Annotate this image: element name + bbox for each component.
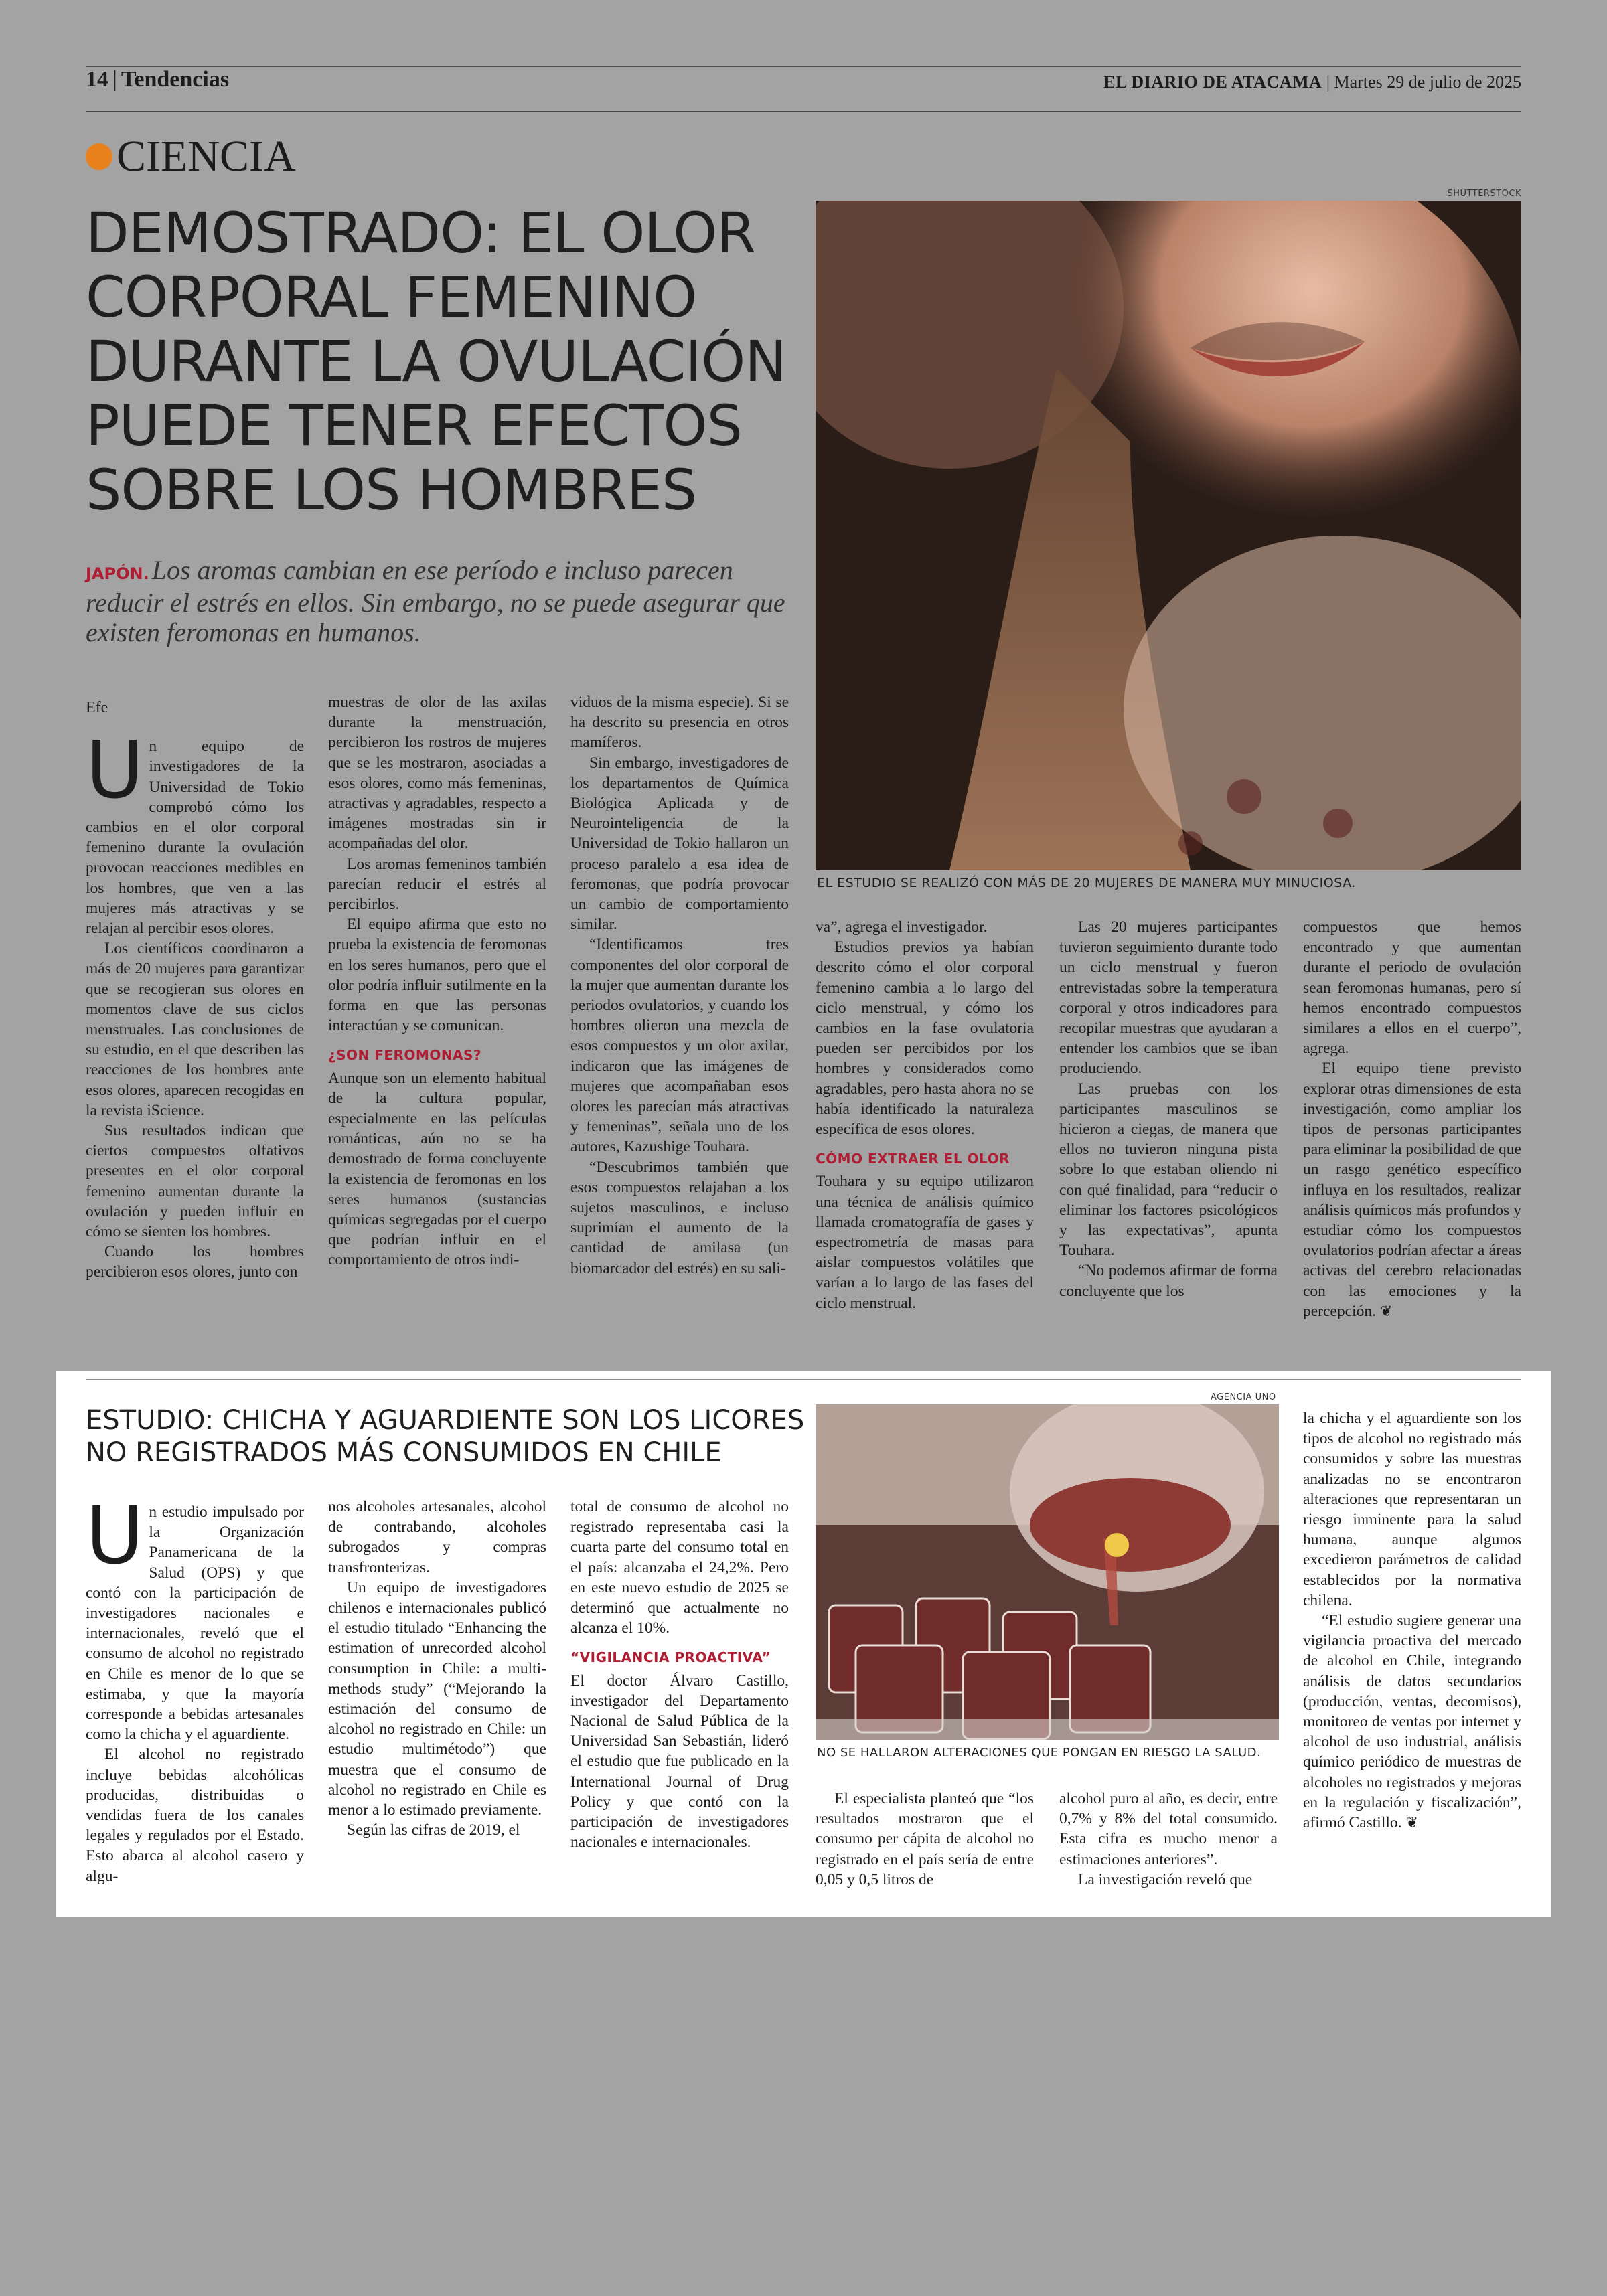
couple-photo-illustration xyxy=(816,201,1521,870)
paragraph: “No podemos afirmar de forma concluyente que los xyxy=(1059,1262,1278,1300)
couple-photo xyxy=(816,201,1521,870)
paragraph: Aunque son un elemento habitual de la cultura popular, especialmente en las películas románticas, aún no se ha demostrado de forma concluyente la existencia de feromonas en los seres humanos (sustancias químicas segregadas por el cuerpo que podrían influir en el comportamiento de otros indi- xyxy=(328,1069,546,1269)
article2-column-1 xyxy=(86,1489,304,1886)
article2-column-2 xyxy=(328,1497,546,1840)
paragraph: Touhara y su equipo utilizaron una técnica de análisis químico llamada cromatografía de gases y espectrometría de masas para aislar compuestos volátiles que varían a lo largo de las fases del ciclo menstrual. xyxy=(816,1173,1034,1312)
article2-top-rule xyxy=(86,1379,1521,1380)
article1-column-6 xyxy=(1303,917,1521,1322)
paragraph: Los aromas femeninos también parecían reducir el estrés al percibirlos. xyxy=(328,855,546,914)
paragraph: Según las cifras de 2019, el xyxy=(347,1821,520,1839)
paragraph: Un estudio impulsado por la Organización Panamericana de la Salud (OPS) y que contó con la participación de investigadores nacionales e internacionales, reveló que el consumo de alcohol no registrado en Chile es menor de lo que se estimaba, y que la mayoría corresponde a bebidas artesanales como la chicha y el aguardiente. xyxy=(86,1489,304,1744)
drinks-photo-illustration xyxy=(816,1404,1279,1740)
article1-column-1 xyxy=(86,698,304,1283)
paragraph: Estudios previos ya habían descrito cómo el olor corporal femenino cambia a lo largo del ciclo menstrual, y cómo los cambios en la fase ovulatoria pueden ser percibidos por los hombres y considerados como agradables, pero hasta ahora no se había identificado la naturaleza específica de esos olores. xyxy=(816,938,1034,1139)
paragraph: La investigación reveló que xyxy=(1078,1870,1253,1888)
article1-column-3 xyxy=(570,692,789,1279)
header-bottom-rule xyxy=(86,111,1521,112)
paragraph: Cuando los hombres percibieron esos olores, junto con xyxy=(86,1243,304,1281)
paragraph: Un equipo de investigadores de la Universidad de Tokio comprobó cómo los cambios en el olor corporal femenino durante la ovulación provocan reacciones medibles en los hombres, que ven a las mujeres más atractivas y se relajan al percibir esos olores. xyxy=(86,724,304,938)
article2-column-4 xyxy=(816,1789,1034,1890)
article1-column-2 xyxy=(328,692,546,1270)
article2-headline: ESTUDIO: CHICHA Y AGUARDIENTE SON LOS LICORES NO REGISTRADOS MÁS CONSUMIDOS EN CHILE xyxy=(86,1405,805,1468)
header-top-rule xyxy=(86,66,1521,67)
paragraph: El equipo afirma que esto no prueba la existencia de feromonas en los seres humanos, pero que el olor podría influir sutilmente en la forma en que las personas interactúan y se comunican. xyxy=(328,916,546,1035)
drinks-photo xyxy=(816,1404,1279,1740)
article2-column-6 xyxy=(1303,1408,1521,1833)
subheading: CÓMO EXTRAER EL OLOR xyxy=(816,1151,1010,1167)
drop-cap: U xyxy=(86,1489,144,1582)
category-label: CIENCIA xyxy=(86,131,296,182)
paragraph: viduos de la misma especie). Si se ha descrito su presencia en otros mamíferos. xyxy=(570,693,789,752)
article-headline: DEMOSTRADO: EL OLOR CORPORAL FEMENINO DURANTE LA OVULACIÓN PUEDE TENER EFECTOS SOBRE LOS HOMBRES xyxy=(86,200,787,523)
paragraph: “Identificamos tres componentes del olor corporal de la mujer que aumentan durante los periodos ovulatorios, y cuando los hombres olieron una mezcla de esos compuestos y un olor axilar, indicaron que las imágenes de mujeres que acompañaban esos olores les parecían más atractivas y femeninas”, señala uno de los autores, Kazushige Touhara. xyxy=(570,936,789,1156)
photo-credit: SHUTTERSTOCK xyxy=(1447,189,1521,199)
paragraph: nos alcoholes artesanales, alcohol de contrabando, alcoholes subrogados y compras transfronterizas. xyxy=(328,1498,546,1576)
photo-caption: NO SE HALLARON ALTERACIONES QUE PONGAN EN RIESGO LA SALUD. xyxy=(817,1746,1261,1760)
page-header-left: 14 | Tendencias xyxy=(86,67,230,92)
paragraph: Un equipo de investigadores chilenos e internacionales publicó el estudio titulado “Enhancing the estimation of unrecorded alcohol consumption in Chile: a multi-methods study” (“Mejorando la estimación del consumo de alcohol no registrado en Chile: un estudio multimétodo”) que muestra que el consumo de alcohol no registrado en Chile es menor a lo estimado previamente. xyxy=(328,1578,546,1819)
paragraph: El equipo tiene previsto explorar otras dimensiones de esta investigación, como ampliar los tipos de personas participantes para eliminar la posibilidad de que un rasgo genético específico influya en los resultados, realizar análisis químicos más profundos y estudiar cómo los compuestos ovulatorios podrían afectar a áreas activas del cerebro relacionadas con las emociones y la percepción. ❦ xyxy=(1303,1060,1521,1320)
paragraph: muestras de olor de las axilas durante la menstruación, percibieron los rostros de mujeres que se les mostraron, asociadas a esos olores, como más femeninas, atractivas y agradables, respecto a imágenes mostradas sin ir acompañadas del olor. xyxy=(328,693,546,853)
photo-credit: AGENCIA UNO xyxy=(1211,1392,1276,1402)
page-header-right: EL DIARIO DE ATACAMA | Martes 29 de julio de 2025 xyxy=(1103,72,1521,92)
paragraph: El especialista planteó que “los resultados mostraron que el consumo per cápita de alcohol no registrado en el país sería de entre 0,05 y 0,5 litros de xyxy=(816,1790,1034,1888)
end-mark-icon: ❦ xyxy=(1379,1303,1393,1320)
paragraph: va”, agrega el investigador. xyxy=(816,918,988,936)
subheading: “VIGILANCIA PROACTIVA” xyxy=(570,1649,771,1666)
article2-column-5 xyxy=(1059,1789,1278,1890)
end-mark-icon: ❦ xyxy=(1405,1815,1418,1832)
paragraph: Las 20 mujeres participantes tuvieron seguimiento durante todo un ciclo menstrual y fueron entrevistadas sobre la temperatura corporal y otros indicadores para recopilar muestras que ayudaran a entender los cambios que se iban produciendo. xyxy=(1059,918,1278,1078)
article1-column-5 xyxy=(1059,917,1278,1301)
paragraph: Sin embargo, investigadores de los departamentos de Química Biológica Aplicada y de Neurointeligencia de la Universidad de Tokio hallaron un proceso paralelo a esa idea de feromonas, que podría provocar un cambio de comportamiento similar. xyxy=(570,754,789,934)
photo-caption: EL ESTUDIO SE REALIZÓ CON MÁS DE 20 MUJERES DE MANERA MUY MINUCIOSA. xyxy=(817,876,1356,890)
section-name: Tendencias xyxy=(121,67,230,92)
newspaper-name: EL DIARIO DE ATACAMA xyxy=(1103,72,1322,92)
page-number: 14 xyxy=(86,67,108,92)
article1-column-4 xyxy=(816,917,1034,1313)
category-dot-icon xyxy=(86,143,112,170)
paragraph: El doctor Álvaro Castillo, investigador del Departamento Nacional de Salud Pública de la Universidad San Sebastián, lideró el estudio que fue publicado en la International Journal of Drug Policy y que contó con la participación de investigadores nacionales e internacionales. xyxy=(570,1671,789,1852)
paragraph: Sus resultados indican que ciertos compuestos olfativos presentes en el olor corporal femenino aumentan durante la ovulación y pueden influir en cómo se sienten los hombres. xyxy=(86,1122,304,1241)
paragraph: alcohol puro al año, es decir, entre 0,7% y 8% del total consumido. Esta cifra es mucho menor a estimaciones anteriores”. xyxy=(1059,1790,1278,1868)
lead-text: Los aromas cambian en ese período e incluso parecen reducir el estrés en ellos. Sin embargo, no se puede asegurar que existen feromonas en humanos. xyxy=(86,555,785,647)
paragraph: “Descubrimos también que esos compuestos relajaban a los sujetos masculinos, e incluso suprimían el aumento de la cantidad de amilasa (un biomarcador del estrés) en su sali- xyxy=(570,1158,789,1277)
drop-cap: U xyxy=(86,724,144,817)
issue-date: Martes 29 de julio de 2025 xyxy=(1334,72,1521,92)
paragraph: Los científicos coordinaron a más de 20 mujeres para garantizar que se recogieran sus olores en momentos clave de sus ciclos menstruales. Las conclusiones de su estudio, en el que describen las reacciones de los hombres ante esos olores, aparecen recogidas en la revista iScience. xyxy=(86,940,304,1119)
paragraph: total de consumo de alcohol no registrado representaba casi la cuarta parte del consumo total en el país: alcanzaba el 24,2%. Pero en este nuevo estudio de 2025 se determinó que actualmente no alcanza el 10%. xyxy=(570,1498,789,1637)
lead-place: JAPÓN. xyxy=(86,564,149,583)
subheading: ¿SON FEROMONAS? xyxy=(328,1047,482,1064)
paragraph: Las pruebas con los participantes masculinos se hicieron a ciegas, de manera que ellos no tuvieron ninguna pista sobre lo que estaban oliendo ni con qué finalidad, para “reducir o eliminar los factores psicológicos y las expectativas”, apunta Touhara. xyxy=(1059,1080,1278,1260)
paragraph: “El estudio sugiere generar una vigilancia proactiva del mercado de alcohol en Chile, integrando análisis de datos secundarios (producción, ventas, decomisos), monitoreo de ventas por internet y alcohol de uso industrial, análisis químico periódico de muestras de alcoholes no registrados y mejoras en la regulación y fiscalización”, afirmó Castillo. ❦ xyxy=(1303,1612,1521,1832)
article-lead xyxy=(86,556,795,647)
paragraph: compuestos que hemos encontrado y que aumentan durante el periodo de ovulación sean feromonas humanas, pero sí hemos encontrado compuestos similares a ellos en el cuerpo”, agrega. xyxy=(1303,918,1521,1058)
byline: Efe xyxy=(86,699,108,716)
paragraph: El alcohol no registrado incluye bebidas alcohólicas producidas, distribuidas o vendidas fuera de los canales legales y regulados por el Estado. Esto abarca al alcohol casero y algu- xyxy=(86,1746,304,1885)
paragraph: la chicha y el aguardiente son los tipos de alcohol no registrado más consumidos y sobre las muestras analizadas no se encontraron alteraciones que representaran un riesgo inminente para la salud humana, aunque algunos excedieron parámetros de calidad establecidos por la normativa chilena. xyxy=(1303,1410,1521,1609)
article2-column-3 xyxy=(570,1497,789,1852)
